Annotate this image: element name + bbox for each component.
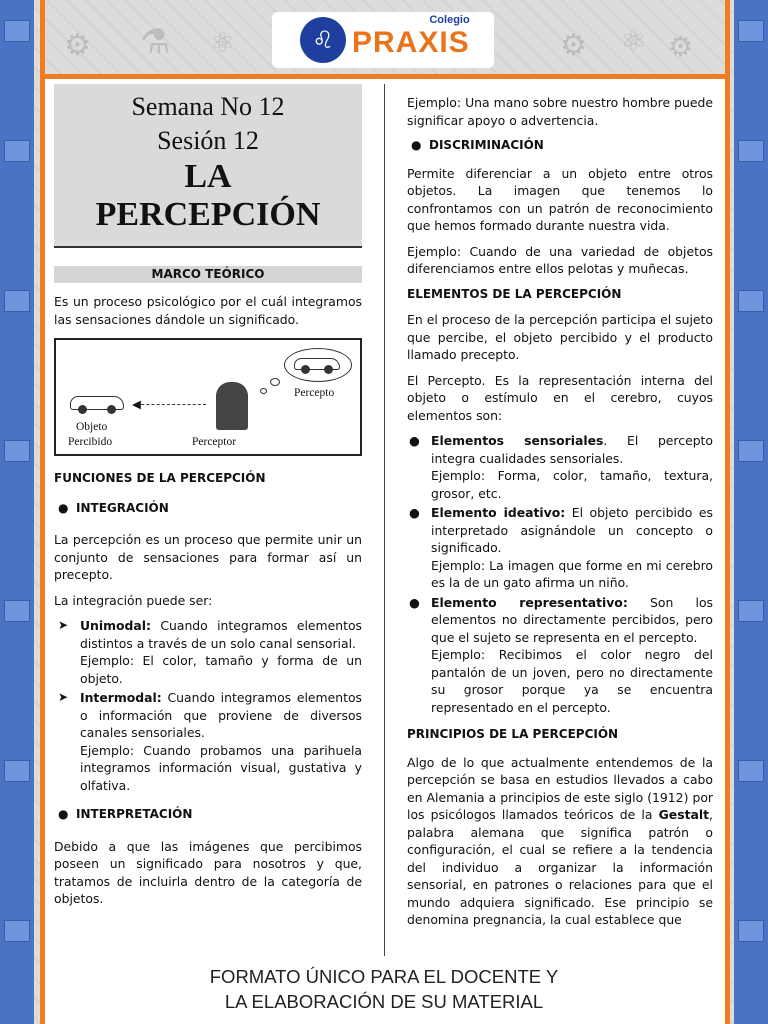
elemento-ideativo-item: ● Elemento ideativo: El objeto percibido es interpretado asignándole un concepto o significado. Ejemplo: La imagen que forme en mi cerebro es la de un gato afirma un niño. — [409, 505, 713, 590]
integracion-heading: ● INTEGRACIÓN — [58, 500, 169, 515]
intro-paragraph: Es un proceso psicológico por el cuál integramos las sensaciones dándole un significado. — [54, 294, 362, 327]
interpretacion-heading: ● INTERPRETACIÓN — [58, 807, 193, 821]
unimodal-item: ➤ Unimodal: Cuando integramos elementos distintos a través de un solo canal sensorial. Ejemplo: El color, tamaño y forma de un objeto. — [58, 618, 362, 686]
logo-colegio: Colegio — [429, 14, 470, 26]
percepto-text: El Percepto. Es la representación interna del objeto o estímulo en el cerebro, cuyos elementos son: — [407, 372, 713, 423]
lion-logo-icon: ♌ — [300, 17, 346, 63]
integracion-text: La percepción es un proceso que permite unir un conjunto de sensaciones para formar así un precepto. — [54, 532, 362, 582]
right-blue-strip — [734, 0, 768, 1024]
discriminacion-example: Ejemplo: Cuando de una variedad de objetos diferenciamos entre ellos pelotas y muñecas. — [407, 243, 713, 276]
principios-text: Algo de lo que actualmente entendemos de la percepción se basa en estudios llevados a cabo en Alemania a principios de este siglo (1912) por los psicólogos llamados teóricos de la Gestalt, palabra alemana que significa patrón o configuración, el cual se refiere a la tendencia del individuo a organizar la información sensorial, en patrones o relaciones para que el mundo adquiera significado. Ese principio se denomina pregnancia, la cual establece que — [407, 754, 713, 927]
title-percepcion: PERCEPCIÓN — [95, 196, 321, 233]
footer — [0, 958, 768, 1014]
atom-icon: ⚛ — [620, 24, 647, 59]
discriminacion-text: Permite diferenciar a un objeto entre otros objetos. La imagen que tenemos lo confrontamos con un patrón de reconocimiento que hemos formado durante nuestra vida. — [407, 165, 713, 233]
elemento-representativo-item: ● Elemento representativo: Son los elementos no directamente percibidos, pero que el sujeto se representa en el percepto. Ejemplo: Recibimos el color negro del pantalón de un joven, pero no directamente su grosor porque ya se encuentra representado en el percepto. — [409, 594, 713, 715]
car-object — [70, 396, 124, 410]
gear-icon: ⚙ — [560, 28, 587, 63]
example-hand: Ejemplo: Una mano sobre nuestro hombre puede significar apoyo o advertencia. — [407, 95, 713, 128]
perceptor-figure — [216, 382, 248, 430]
atom-icon: ⚛ — [210, 26, 236, 59]
car-in-cloud — [294, 358, 340, 370]
integracion-puede: La integración puede ser: — [54, 592, 213, 608]
title-box — [54, 84, 362, 248]
perception-diagram: Percepto ◀ Objeto Percibido Perceptor — [54, 338, 362, 456]
arrow — [136, 404, 206, 405]
title-la: LA — [184, 158, 232, 195]
label-perceptor: Perceptor — [192, 436, 237, 448]
left-column — [54, 84, 362, 916]
elementos-sensoriales-item: ● Elementos sensoriales. El percepto integra cualidades sensoriales. Ejemplo: Forma, color, tamaño, textura, grosor, etc. — [409, 433, 713, 501]
flask-icon: ⚗ — [140, 22, 171, 62]
intermodal-item: ➤ Intermodal: Cuando integramos elementos o información que proviene de diversos canales sensoriales. Ejemplo: Cuando probamos una parihuela integramos información visual, gustativa y olfativa. — [58, 690, 362, 793]
title-week: Semana No 12 — [131, 92, 285, 121]
footer-line-1: FORMATO ÚNICO PARA EL DOCENTE Y — [209, 966, 559, 987]
elementos-heading: ELEMENTOS DE LA PERCEPCIÓN — [407, 286, 622, 301]
label-percepto: Percepto — [294, 387, 335, 399]
interpretacion-text: Debido a que las imágenes que percibimos poseen un significado para nosotros y que, tratamos de incluirla dentro de la categoría de objetos. — [54, 838, 362, 906]
elementos-text: En el proceso de la percepción participa el sujeto que percibe, el objeto percibido y el producto llamado precepto. — [407, 312, 713, 362]
gear-icon: ⚙ — [64, 28, 91, 63]
praxis-logo — [272, 12, 494, 68]
label-percibido: Percibido — [68, 436, 113, 448]
principios-heading: PRINCIPIOS DE LA PERCEPCIÓN — [407, 727, 619, 741]
column-divider — [384, 84, 385, 956]
footer-line-2: LA ELABORACIÓN DE SU MATERIAL — [224, 991, 544, 1012]
label-objeto: Objeto — [76, 421, 108, 433]
gear-icon: ⚙ — [668, 30, 694, 63]
title-session: Sesión 12 — [157, 126, 259, 155]
left-blue-strip — [0, 0, 34, 1024]
logo-praxis: PRAXIS — [352, 26, 470, 59]
marco-teorico-heading: MARCO TEÓRICO — [54, 266, 362, 283]
discriminacion-heading: ● DISCRIMINACIÓN — [411, 138, 544, 152]
funciones-heading: FUNCIONES DE LA PERCEPCIÓN — [54, 471, 266, 485]
right-column — [407, 94, 713, 937]
